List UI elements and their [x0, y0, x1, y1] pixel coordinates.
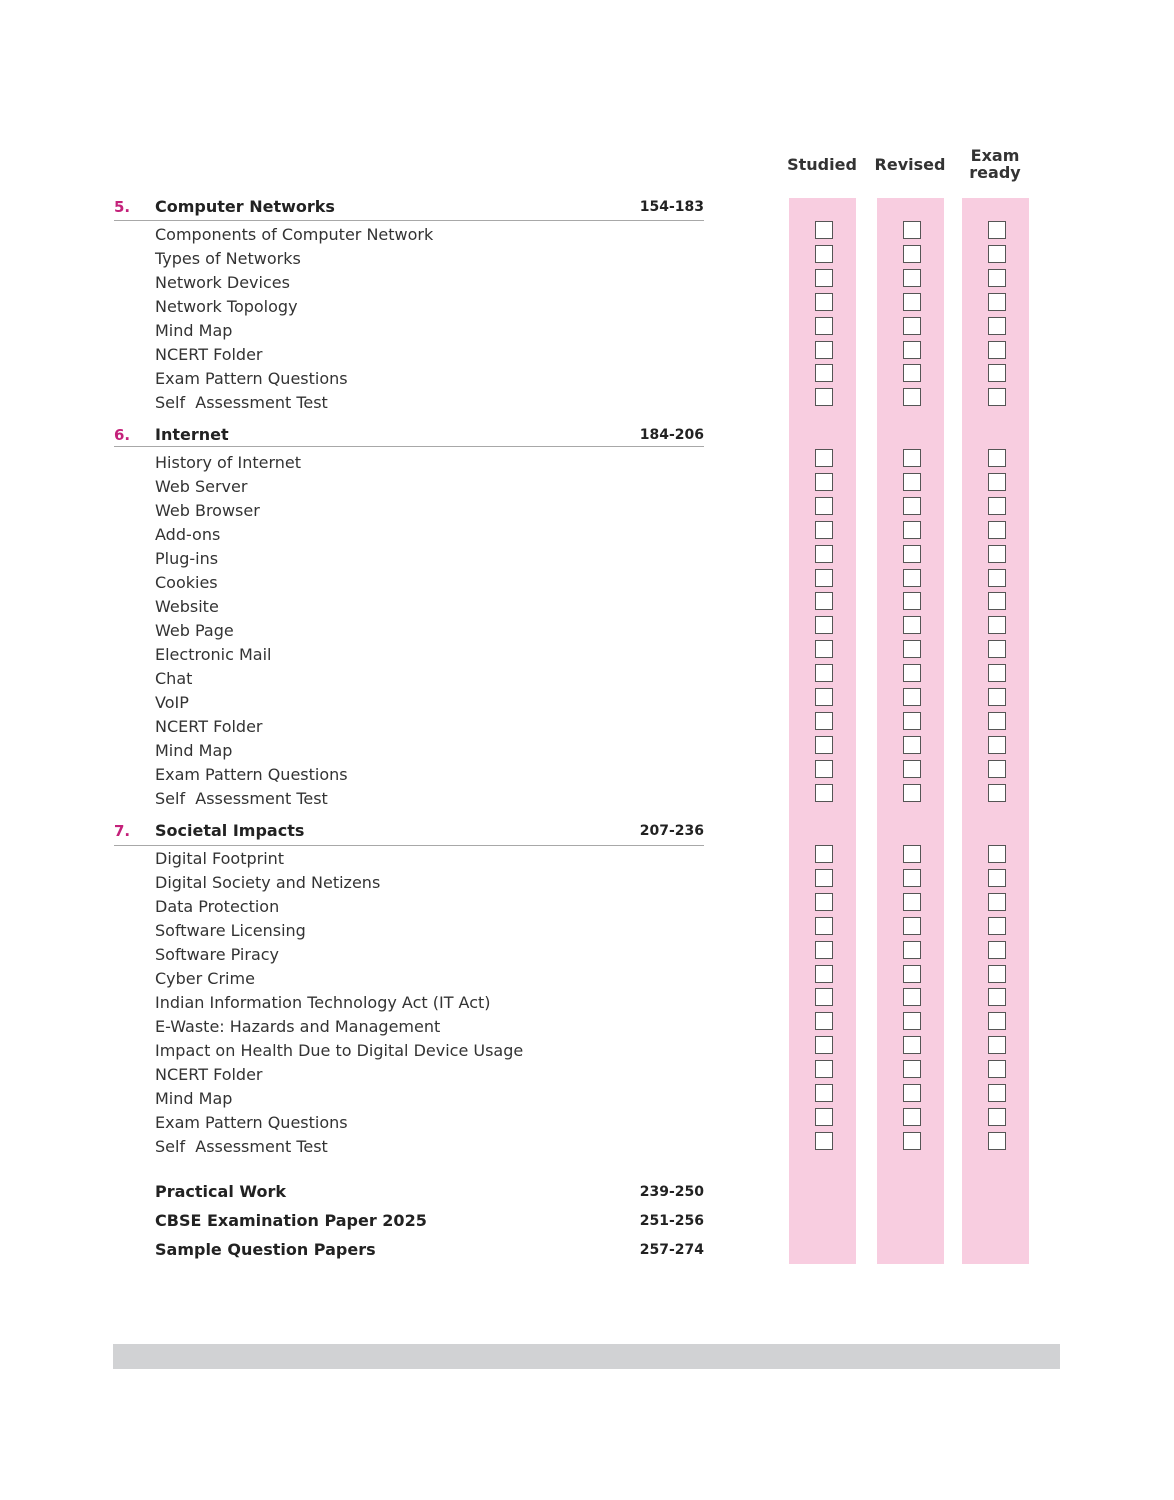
revised-checkbox[interactable] [903, 736, 921, 754]
studied-checkbox[interactable] [815, 569, 833, 587]
studied-checkbox[interactable] [815, 245, 833, 263]
chapter-5-pages: 154-183 [639, 199, 704, 215]
topic-label: History of Internet [155, 453, 302, 472]
revised-checkbox[interactable] [903, 364, 921, 382]
topic-label: Self Assessment Test [155, 393, 328, 412]
studied-checkbox[interactable] [815, 712, 833, 730]
topic-label: Software Piracy [155, 945, 280, 964]
column-header-exam-ready-line1: Exam [970, 146, 1020, 165]
chapter-5-title: Computer Networks [155, 197, 335, 216]
exam-ready-checkbox[interactable] [988, 1036, 1006, 1054]
studied-checkbox[interactable] [815, 688, 833, 706]
exam-ready-checkbox[interactable] [988, 640, 1006, 658]
studied-checkbox[interactable] [815, 1036, 833, 1054]
exam-ready-checkbox[interactable] [988, 736, 1006, 754]
topic-label: Mind Map [155, 1089, 233, 1108]
exam-ready-checkbox[interactable] [988, 664, 1006, 682]
topic-label: Data Protection [155, 897, 280, 916]
topic-label: E-Waste: Hazards and Management [155, 1017, 441, 1036]
exam-ready-checkbox[interactable] [988, 293, 1006, 311]
chapter-6-divider [114, 446, 704, 447]
studied-checkbox[interactable] [815, 545, 833, 563]
topic-label: Mind Map [155, 321, 233, 340]
revised-checkbox[interactable] [903, 917, 921, 935]
topic-label: Web Browser [155, 501, 260, 520]
studied-checkbox[interactable] [815, 1108, 833, 1126]
exam-ready-checkbox[interactable] [988, 784, 1006, 802]
studied-checkbox[interactable] [815, 869, 833, 887]
studied-checkbox[interactable] [815, 364, 833, 382]
studied-checkbox[interactable] [815, 388, 833, 406]
topic-label: Network Devices [155, 273, 290, 292]
studied-checkbox[interactable] [815, 449, 833, 467]
exam-ready-checkbox[interactable] [988, 1108, 1006, 1126]
cbse-paper-title: CBSE Examination Paper 2025 [155, 1211, 427, 1230]
revised-checkbox[interactable] [903, 760, 921, 778]
studied-checkbox[interactable] [815, 1132, 833, 1150]
studied-checkbox[interactable] [815, 592, 833, 610]
exam-ready-checkbox[interactable] [988, 965, 1006, 983]
revised-checkbox[interactable] [903, 1012, 921, 1030]
revised-checkbox[interactable] [903, 269, 921, 287]
revised-checkbox[interactable] [903, 941, 921, 959]
exam-ready-checkbox[interactable] [988, 688, 1006, 706]
topic-label: Impact on Health Due to Digital Device Usage [155, 1041, 524, 1060]
revised-checkbox[interactable] [903, 221, 921, 239]
topic-label: Exam Pattern Questions [155, 369, 348, 388]
revised-checkbox[interactable] [903, 640, 921, 658]
exam-ready-checkbox[interactable] [988, 616, 1006, 634]
revised-checkbox[interactable] [903, 317, 921, 335]
revised-checkbox[interactable] [903, 664, 921, 682]
cbse-paper-pages: 251-256 [639, 1213, 704, 1229]
revised-checkbox[interactable] [903, 521, 921, 539]
topic-label: NCERT Folder [155, 345, 263, 364]
topic-label: Web Page [155, 621, 234, 640]
revised-checkbox[interactable] [903, 1060, 921, 1078]
exam-ready-checkbox[interactable] [988, 497, 1006, 515]
topic-label: Self Assessment Test [155, 789, 328, 808]
chapter-6-pages: 184-206 [639, 427, 704, 443]
studied-checkbox[interactable] [815, 269, 833, 287]
revised-checkbox[interactable] [903, 497, 921, 515]
exam-ready-checkbox[interactable] [988, 760, 1006, 778]
topic-label: Cyber Crime [155, 969, 255, 988]
topic-label: Components of Computer Network [155, 225, 434, 244]
studied-checkbox[interactable] [815, 736, 833, 754]
revised-checkbox[interactable] [903, 845, 921, 863]
studied-checkbox[interactable] [815, 784, 833, 802]
topic-label: Electronic Mail [155, 645, 272, 664]
revised-checkbox[interactable] [903, 545, 921, 563]
sample-papers-title: Sample Question Papers [155, 1240, 376, 1259]
exam-ready-checkbox[interactable] [988, 341, 1006, 359]
exam-ready-checkbox[interactable] [988, 893, 1006, 911]
exam-ready-checkbox[interactable] [988, 245, 1006, 263]
studied-checkbox[interactable] [815, 941, 833, 959]
exam-ready-checkbox[interactable] [988, 388, 1006, 406]
revised-checkbox[interactable] [903, 1036, 921, 1054]
topic-label: Chat [155, 669, 193, 688]
exam-ready-checkbox[interactable] [988, 592, 1006, 610]
exam-ready-checkbox[interactable] [988, 221, 1006, 239]
exam-ready-checkbox[interactable] [988, 941, 1006, 959]
exam-ready-checkbox[interactable] [988, 545, 1006, 563]
topic-label: Digital Society and Netizens [155, 873, 381, 892]
topic-label: Exam Pattern Questions [155, 765, 348, 784]
topic-label: Exam Pattern Questions [155, 1113, 348, 1132]
exam-ready-checkbox[interactable] [988, 449, 1006, 467]
topic-label: Cookies [155, 573, 218, 592]
studied-checkbox[interactable] [815, 341, 833, 359]
topic-label: NCERT Folder [155, 717, 263, 736]
exam-ready-checkbox[interactable] [988, 1084, 1006, 1102]
topic-label: Add-ons [155, 525, 221, 544]
column-header-revised: Revised [874, 155, 946, 174]
revised-checkbox[interactable] [903, 893, 921, 911]
studied-checkbox[interactable] [815, 640, 833, 658]
topic-label: VoIP [155, 693, 189, 712]
topic-label: Types of Networks [155, 249, 301, 268]
footer-bar [113, 1344, 1060, 1369]
studied-checkbox[interactable] [815, 845, 833, 863]
exam-ready-checkbox[interactable] [988, 1132, 1006, 1150]
studied-checkbox[interactable] [815, 1060, 833, 1078]
exam-ready-checkbox[interactable] [988, 712, 1006, 730]
studied-checkbox[interactable] [815, 616, 833, 634]
topic-label: NCERT Folder [155, 1065, 263, 1084]
chapter-5-number: 5. [114, 198, 131, 216]
exam-ready-checkbox[interactable] [988, 521, 1006, 539]
topic-label: Self Assessment Test [155, 1137, 328, 1156]
studied-checkbox[interactable] [815, 521, 833, 539]
revised-checkbox[interactable] [903, 341, 921, 359]
exam-ready-checkbox[interactable] [988, 473, 1006, 491]
column-header-exam-ready-line2: ready [969, 163, 1021, 182]
exam-ready-checkbox[interactable] [988, 869, 1006, 887]
exam-ready-checkbox[interactable] [988, 1012, 1006, 1030]
practical-work-title: Practical Work [155, 1182, 286, 1201]
revised-checkbox[interactable] [903, 712, 921, 730]
studied-checkbox[interactable] [815, 473, 833, 491]
chapter-7-number: 7. [114, 822, 131, 840]
chapter-5-divider [114, 220, 704, 221]
topic-label: Plug-ins [155, 549, 219, 568]
revised-checkbox[interactable] [903, 784, 921, 802]
studied-checkbox[interactable] [815, 988, 833, 1006]
studied-checkbox[interactable] [815, 760, 833, 778]
column-header-studied: Studied [787, 155, 857, 174]
chapter-7-divider [114, 845, 704, 846]
exam-ready-checkbox[interactable] [988, 845, 1006, 863]
studied-checkbox[interactable] [815, 1012, 833, 1030]
revised-checkbox[interactable] [903, 1108, 921, 1126]
chapter-7-pages: 207-236 [639, 823, 704, 839]
revised-checkbox[interactable] [903, 869, 921, 887]
revised-checkbox[interactable] [903, 388, 921, 406]
studied-checkbox[interactable] [815, 893, 833, 911]
topic-label: Web Server [155, 477, 248, 496]
studied-checkbox[interactable] [815, 317, 833, 335]
chapter-6-number: 6. [114, 426, 131, 444]
revised-checkbox[interactable] [903, 473, 921, 491]
topic-label: Software Licensing [155, 921, 306, 940]
studied-checkbox[interactable] [815, 917, 833, 935]
column-header-exam-ready [945, 147, 1045, 181]
studied-checkbox[interactable] [815, 293, 833, 311]
topic-label: Website [155, 597, 219, 616]
exam-ready-checkbox[interactable] [988, 1060, 1006, 1078]
exam-ready-checkbox[interactable] [988, 317, 1006, 335]
topic-label: Network Topology [155, 297, 298, 316]
revised-checkbox[interactable] [903, 688, 921, 706]
revised-checkbox[interactable] [903, 1084, 921, 1102]
studied-checkbox[interactable] [815, 965, 833, 983]
sample-papers-pages: 257-274 [639, 1242, 704, 1258]
revised-checkbox[interactable] [903, 569, 921, 587]
revised-checkbox[interactable] [903, 965, 921, 983]
chapter-7-title: Societal Impacts [155, 821, 305, 840]
revised-checkbox[interactable] [903, 616, 921, 634]
revised-checkbox[interactable] [903, 592, 921, 610]
chapter-6-title: Internet [155, 425, 229, 444]
studied-checkbox[interactable] [815, 664, 833, 682]
studied-checkbox[interactable] [815, 1084, 833, 1102]
practical-work-pages: 239-250 [639, 1184, 704, 1200]
revised-checkbox[interactable] [903, 293, 921, 311]
topic-label: Indian Information Technology Act (IT Act) [155, 993, 491, 1012]
exam-ready-checkbox[interactable] [988, 917, 1006, 935]
studied-checkbox[interactable] [815, 221, 833, 239]
topic-label: Mind Map [155, 741, 233, 760]
revised-checkbox[interactable] [903, 988, 921, 1006]
studied-checkbox[interactable] [815, 497, 833, 515]
revised-checkbox[interactable] [903, 449, 921, 467]
exam-ready-checkbox[interactable] [988, 569, 1006, 587]
exam-ready-checkbox[interactable] [988, 269, 1006, 287]
revised-checkbox[interactable] [903, 245, 921, 263]
exam-ready-checkbox[interactable] [988, 988, 1006, 1006]
topic-label: Digital Footprint [155, 849, 285, 868]
exam-ready-checkbox[interactable] [988, 364, 1006, 382]
revised-checkbox[interactable] [903, 1132, 921, 1150]
